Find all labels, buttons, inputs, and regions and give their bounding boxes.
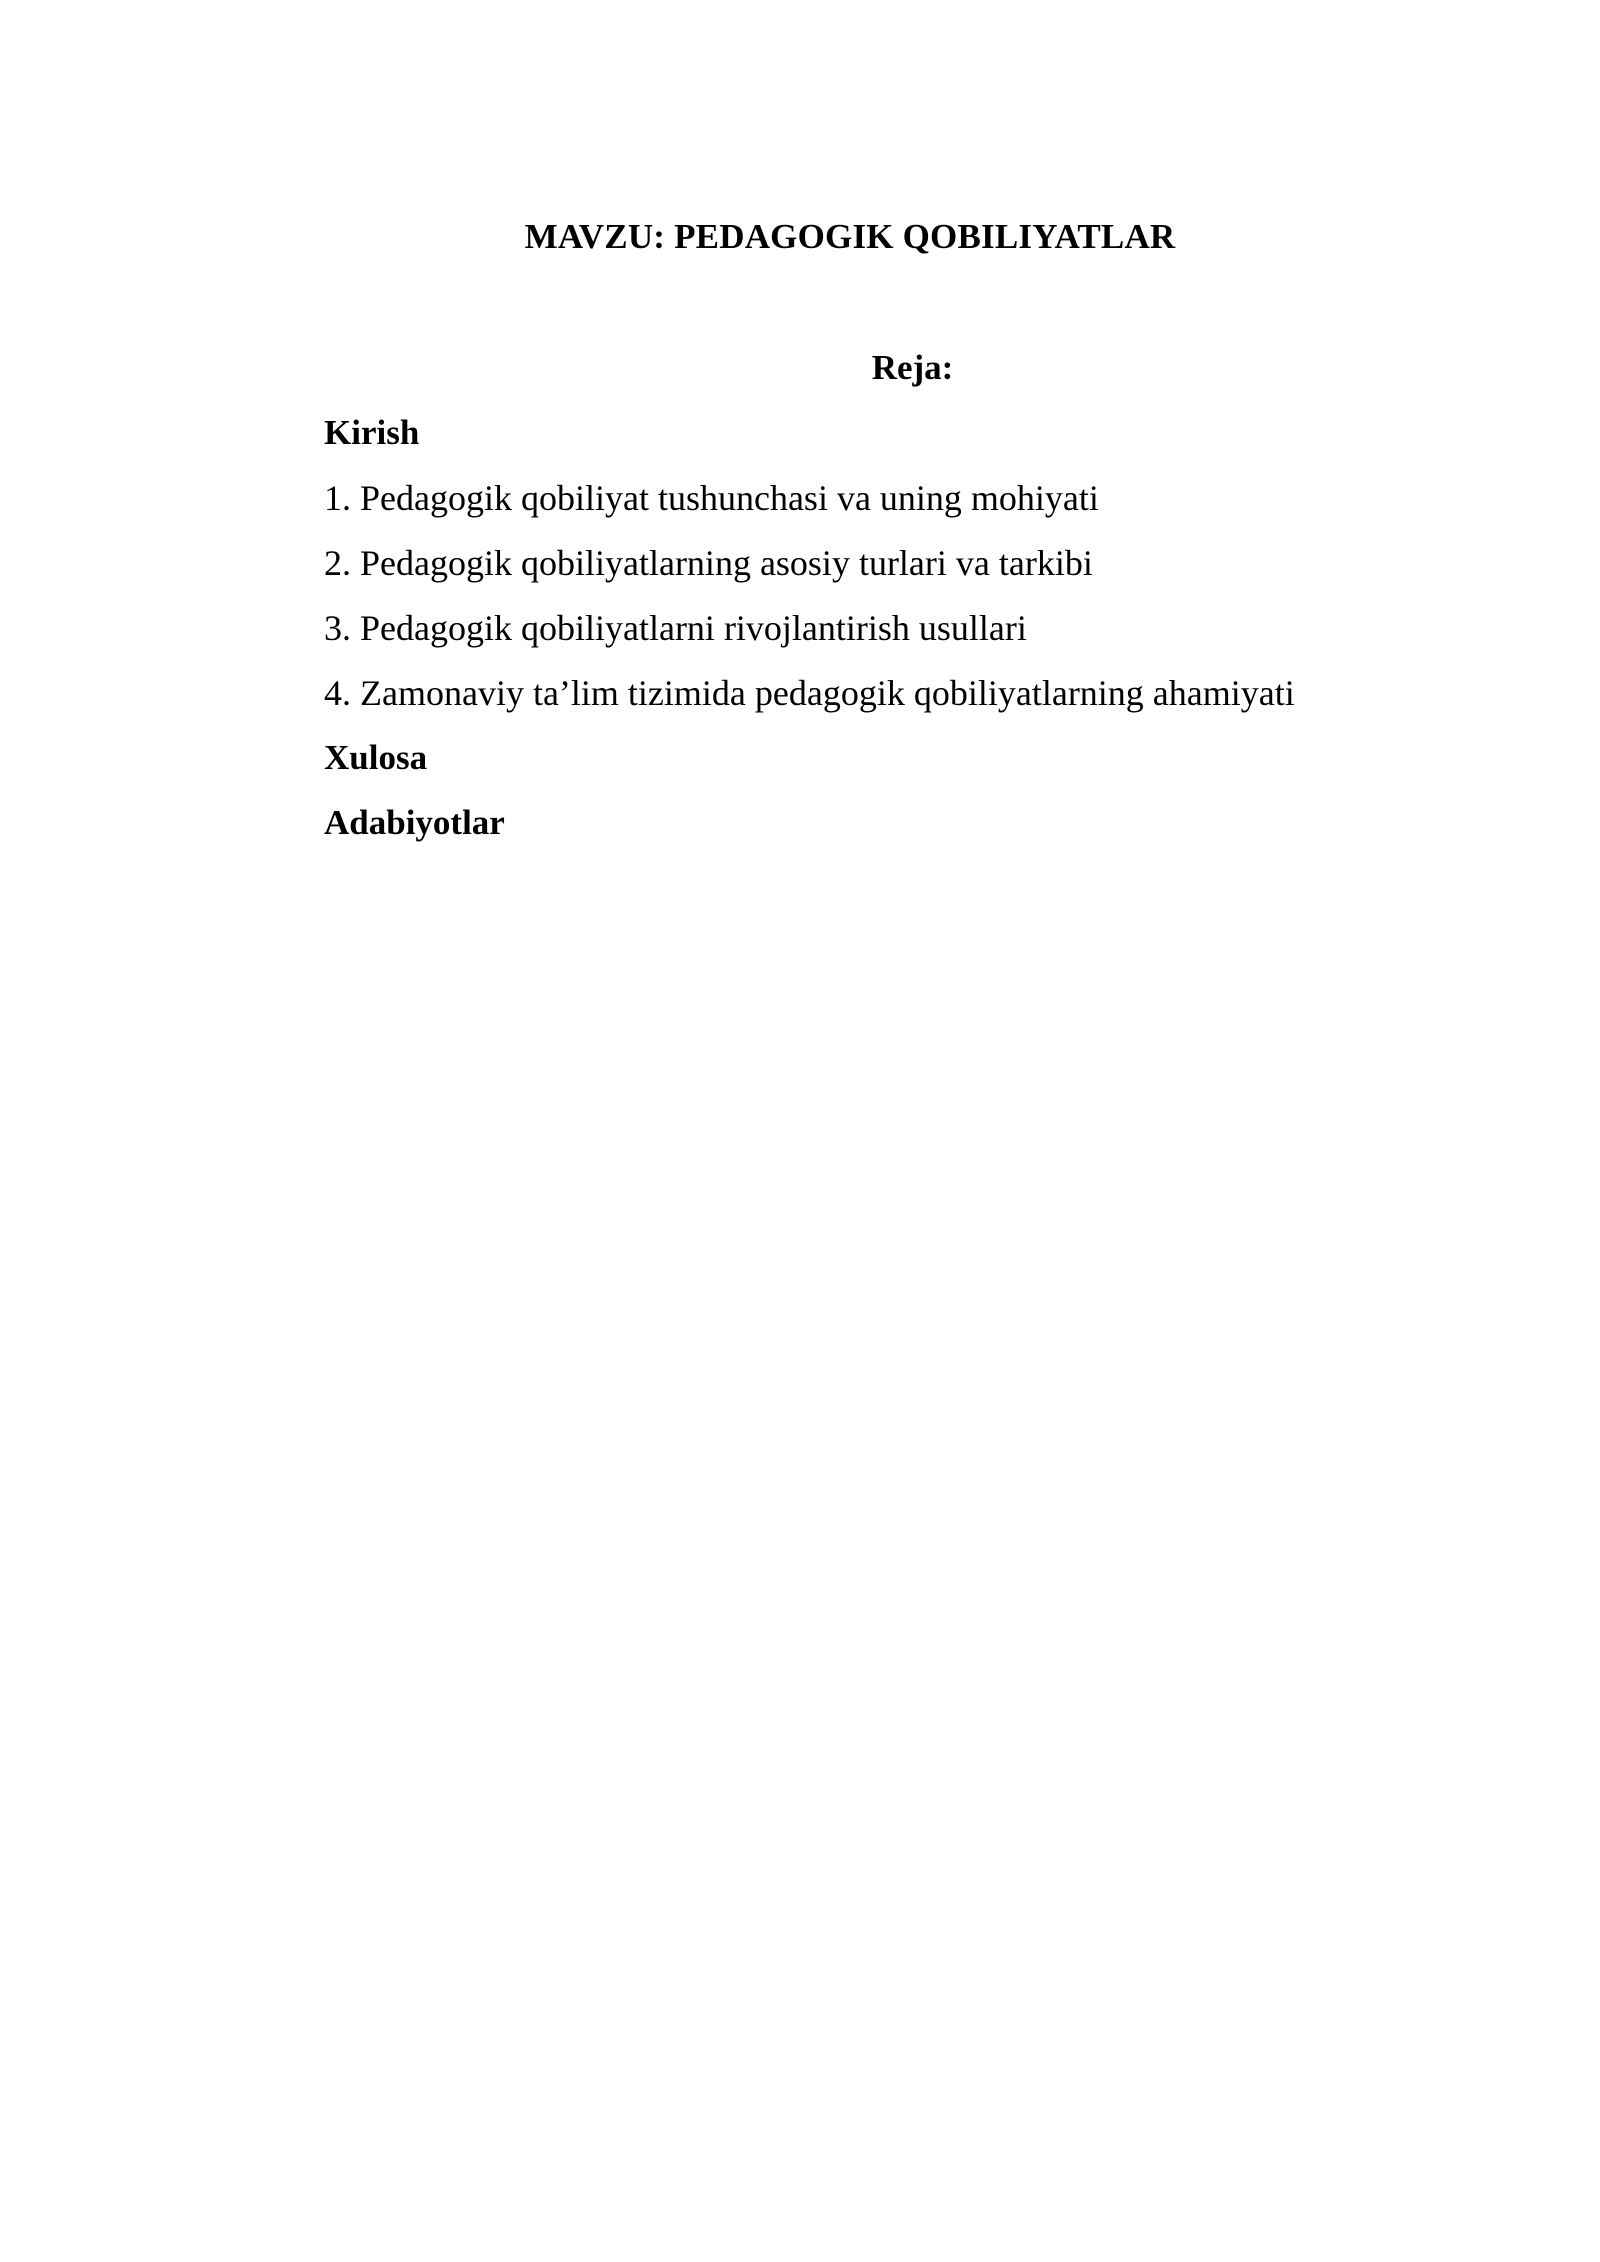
- plan-item-conclusion: Xulosa: [324, 738, 428, 777]
- plan-item-3: 3. Pedagogik qobiliyatlarni rivojlantirish usullari: [324, 608, 1027, 648]
- plan-item-references: Adabiyotlar: [324, 803, 505, 842]
- plan-item-4: 4. Zamonaviy ta’lim tizimida pedagogik qobiliyatlarning ahamiyati: [324, 673, 1295, 713]
- plan-list: [324, 408, 1295, 863]
- document-title: MAVZU: PEDAGOGIK QOBILIYATLAR: [524, 217, 1176, 256]
- plan-item-2: 2. Pedagogik qobiliyatlarning asosiy turlari va tarkibi: [324, 543, 1093, 583]
- plan-heading: Reja:: [871, 348, 954, 387]
- plan-item-1: 1. Pedagogik qobiliyat tushunchasi va uning mohiyati: [324, 478, 1099, 518]
- plan-item-introduction: Kirish: [324, 413, 420, 452]
